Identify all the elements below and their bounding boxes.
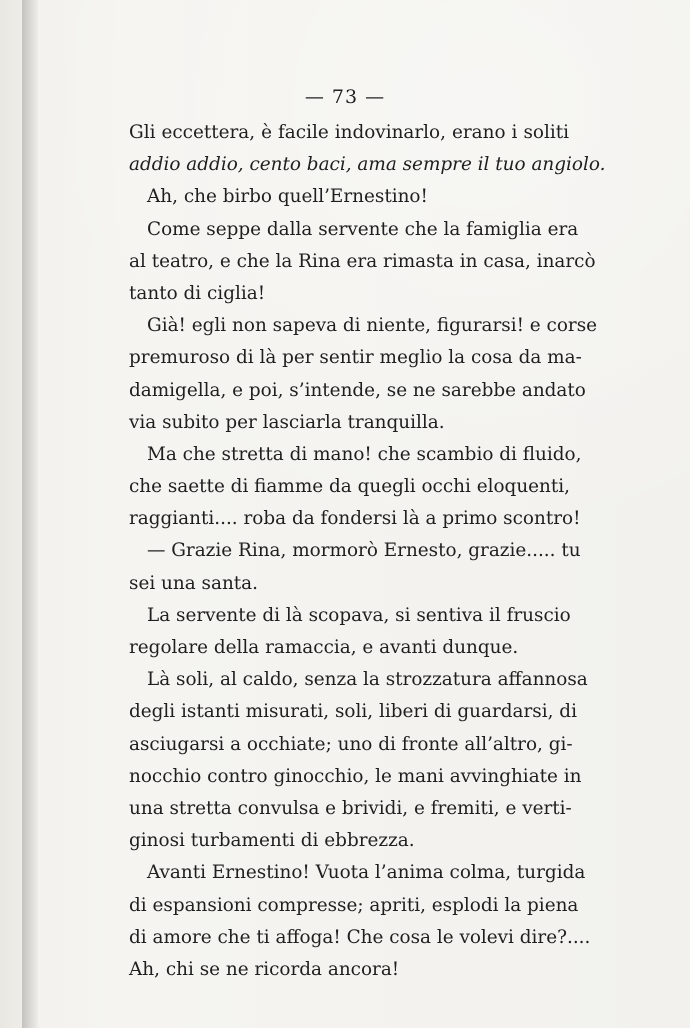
text-line: La servente di là scopava, si sentiva il fruscio bbox=[147, 604, 571, 626]
text-line: Ah, chi se ne ricorda ancora! bbox=[129, 958, 400, 980]
text-line: di amore che ti affoga! Che cosa le volevi dire?.... bbox=[129, 926, 591, 948]
text-line: di espansioni compresse; apriti, esplodi la piena bbox=[129, 894, 579, 916]
text-line: premuroso di là per sentir meglio la cosa da ma- bbox=[129, 347, 582, 369]
text-line: Come seppe dalla servente che la famiglia era bbox=[147, 218, 579, 240]
text-line: Avanti Ernestino! Vuota l’anima colma, turgida bbox=[147, 862, 586, 884]
text-line: Là soli, al caldo, senza la strozzatura affannosa bbox=[147, 669, 588, 691]
text-line: al teatro, e che la Rina era rimasta in casa, inarcò bbox=[129, 250, 596, 272]
text-line: Ma che stretta di mano! che scambio di fluido, bbox=[147, 443, 582, 465]
text-line: nocchio contro ginocchio, le mani avvinghiate in bbox=[129, 765, 582, 787]
text-line: Ah, che birbo quell’Ernestino! bbox=[147, 186, 428, 208]
page-binding-edge bbox=[22, 0, 38, 1028]
text-line: asciugarsi a occhiate; uno di fronte all’altro, gi- bbox=[129, 733, 573, 755]
text-line: ginosi turbamenti di ebbrezza. bbox=[129, 830, 415, 852]
text-line: addio addio, cento baci, ama sempre il tuo angiolo. bbox=[129, 154, 606, 176]
text-line: Già! egli non sapeva di niente, figurarsi! e corse bbox=[147, 315, 598, 337]
page-text bbox=[129, 117, 606, 986]
text-line: tanto di ciglia! bbox=[129, 282, 266, 304]
text-line: via subito per lasciarla tranquilla. bbox=[129, 411, 445, 433]
text-line: degli istanti misurati, soli, liberi di guardarsi, di bbox=[129, 701, 577, 723]
text-line: sei una santa. bbox=[129, 572, 258, 594]
text-line: raggianti.... roba da fondersi là a primo scontro! bbox=[129, 508, 581, 530]
text-line: una stretta convulsa e brividi, e fremiti, e verti- bbox=[129, 797, 572, 819]
text-line: — Grazie Rina, mormorò Ernesto, grazie..... tu bbox=[147, 540, 581, 562]
text-line: che saette di fiamme da quegli occhi eloquenti, bbox=[129, 476, 571, 498]
page-number: — 73 — bbox=[304, 86, 386, 108]
text-line: damigella, e poi, s’intende, se ne sarebbe andato bbox=[129, 379, 586, 401]
text-line: regolare della ramaccia, e avanti dunque. bbox=[129, 637, 519, 658]
text-line: Gli eccettera, è facile indovinarlo, erano i soliti bbox=[129, 122, 569, 143]
